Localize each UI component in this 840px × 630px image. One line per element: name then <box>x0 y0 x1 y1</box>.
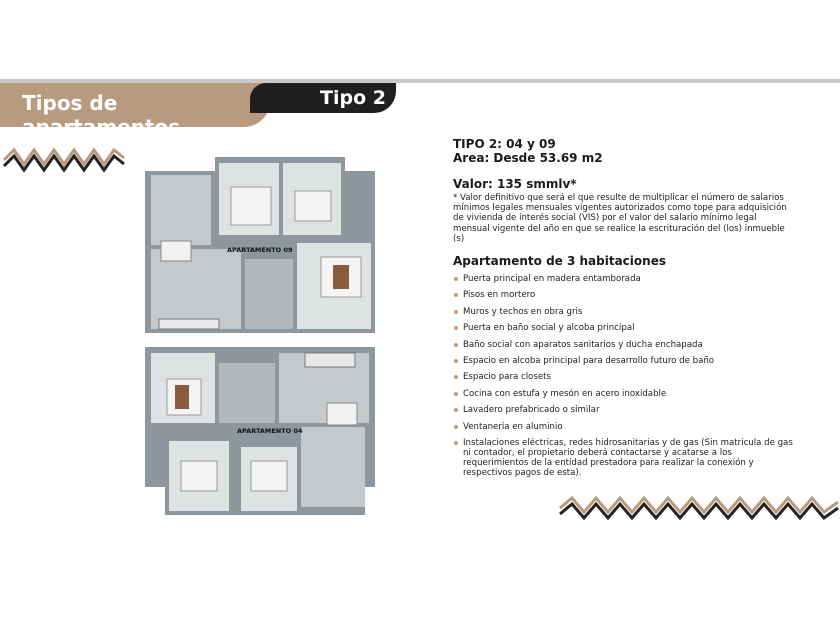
zigzag-ornament-right <box>558 490 840 526</box>
valor-note: * Valor definitivo que será el que resulte de multiplicar el número de salarios mínimos legales mensuales vigentes autorizados como tope para adquisición de vivienda de interés social (VIS) por el valor del salario mínimo legal mensual vigente del año en que se realice la escrituración del (los) inmueble (s) <box>453 193 787 244</box>
feature-item: Pisos en mortero <box>453 290 793 300</box>
plan-label-bottom: APARTAMENTO 04 <box>237 427 303 435</box>
area-line: Area: Desde 53.69 m2 <box>453 151 603 165</box>
feature-list <box>453 274 793 478</box>
type-tab <box>250 83 396 113</box>
valor-line: Valor: 135 smmlv* <box>453 177 577 191</box>
apartment-heading: Apartamento de 3 habitaciones <box>453 254 666 269</box>
plan-label-top: APARTAMENTO 09 <box>227 246 293 254</box>
feature-item: Puerta principal en madera entamborada <box>453 274 793 284</box>
section-title-tab <box>0 83 270 139</box>
feature-item: Instalaciones eléctricas, redes hidrosanitarias y de gas (Sin matricula de gas ni contador, el propietario deberá contactarse y acatarse a los requerimientos de la entidad prestadora para realizar la conexión y respectivos pagos de esta). <box>453 438 793 478</box>
feature-item: Espacio para closets <box>453 372 793 382</box>
feature-item: Espacio en alcoba principal para desarrollo futuro de baño <box>453 356 793 366</box>
type-tab-label: Tipo 2 <box>320 87 386 109</box>
specifications <box>453 137 793 484</box>
type-line: TIPO 2: 04 y 09 <box>453 137 556 151</box>
floor-plan-image <box>145 157 375 517</box>
zigzag-ornament-left <box>0 138 130 174</box>
feature-item: Lavadero prefabricado o similar <box>453 405 793 415</box>
section-title: Tipos de apartamentos <box>22 91 181 139</box>
feature-item: Cocina con estufa y mesón en acero inoxidable <box>453 389 793 399</box>
feature-item: Puerta en baño social y alcoba principal <box>453 323 793 333</box>
feature-item: Ventanería en aluminio <box>453 422 793 432</box>
feature-item: Baño social con aparatos sanitarios y ducha enchapada <box>453 340 793 350</box>
feature-item: Muros y techos en obra gris <box>453 307 793 317</box>
